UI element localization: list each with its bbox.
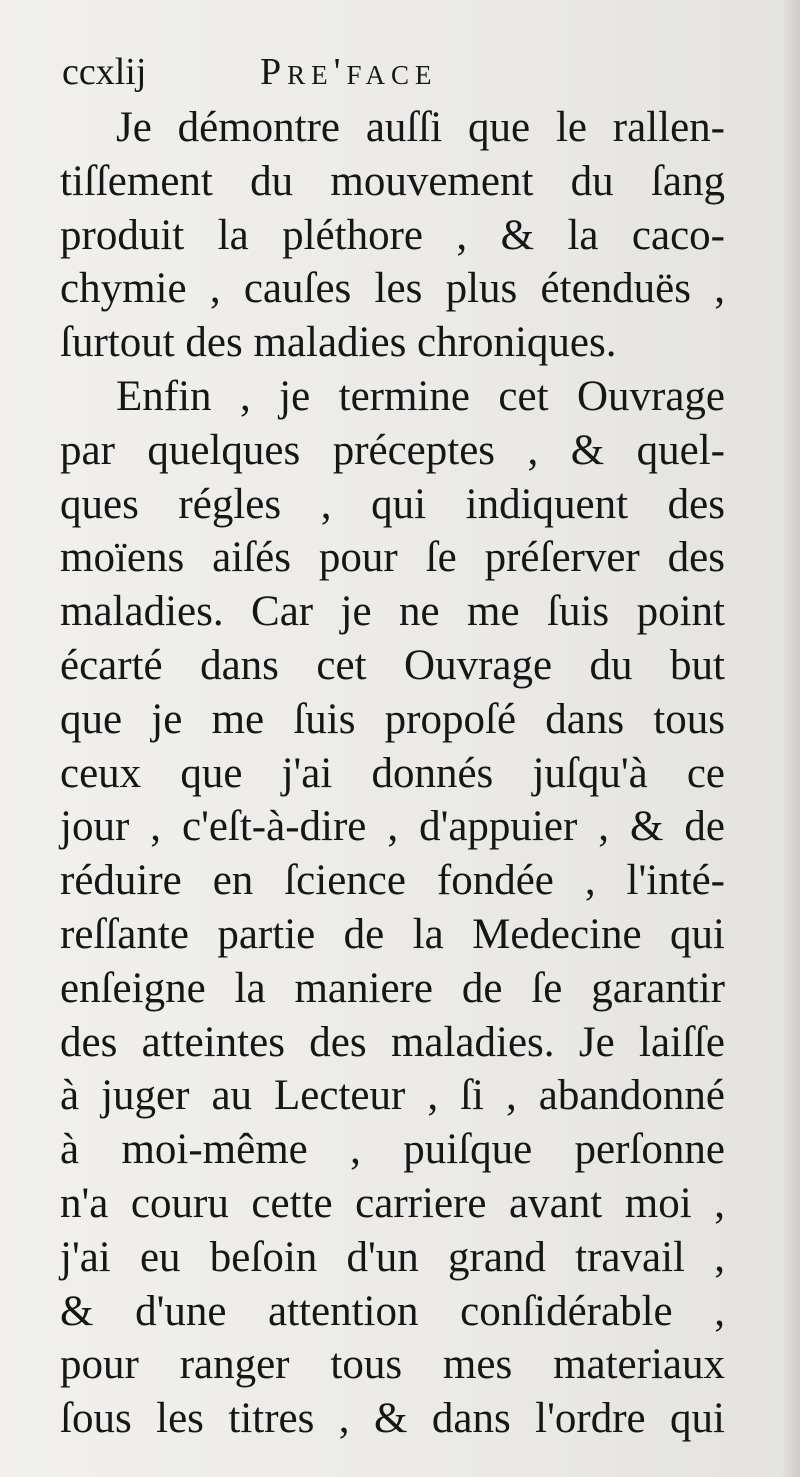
text-line: enſeigne la maniere de ſe garantir bbox=[60, 964, 725, 1012]
text-line: Je démontre auſſi que le rallen- bbox=[116, 104, 725, 151]
text-line: réduire en ſcience fondée , l'inté- bbox=[60, 857, 725, 905]
text-line: ques régles , qui indiquent des bbox=[60, 480, 725, 528]
text-line: Enfin , je termine cet Ouvrage bbox=[116, 372, 725, 420]
text-line: jour , c'eſt-à-dire , d'appuier , & de bbox=[60, 803, 725, 851]
text-line: des atteintes des maladies. Je laiſſe bbox=[60, 1018, 725, 1066]
text-line: ſurtout des maladies chroniques. bbox=[60, 319, 617, 367]
page-header bbox=[62, 48, 742, 96]
text-line: chymie , cauſes les plus étenduës , bbox=[60, 265, 725, 313]
text-line: maladies. Car je ne me ſuis point bbox=[60, 588, 725, 636]
text-line: ſous les titres , & dans l'ordre qui bbox=[60, 1395, 725, 1443]
text-line: que je me ſuis propoſé dans tous bbox=[60, 695, 725, 743]
running-head: Pre'face bbox=[260, 51, 438, 93]
text-line: n'a couru cette carriere avant moi , bbox=[60, 1179, 725, 1227]
text-line: & d'une attention conſidérable , bbox=[60, 1287, 725, 1335]
text-line: produit la pléthore , & la caco- bbox=[60, 211, 725, 259]
text-line: j'ai eu beſoin d'un grand travail , bbox=[60, 1233, 725, 1281]
text-line: tiſſement du mouvement du ſang bbox=[60, 157, 725, 205]
text-line: ceux que j'ai donnés juſqu'à ce bbox=[60, 749, 725, 797]
page-edge-shadow bbox=[782, 0, 800, 1477]
body-text bbox=[60, 101, 725, 1446]
text-line: à juger au Lecteur , ſi , abandonné bbox=[60, 1072, 725, 1120]
text-line: moïens aiſés pour ſe préſerver des bbox=[60, 534, 725, 582]
page-number: ccxlij bbox=[62, 51, 147, 93]
text-line: pour ranger tous mes materiaux bbox=[60, 1341, 725, 1389]
text-line: à moi-même , puiſque perſonne bbox=[60, 1126, 725, 1174]
text-line: écarté dans cet Ouvrage du but bbox=[60, 641, 725, 689]
text-line: par quelques préceptes , & quel- bbox=[60, 426, 725, 474]
text-line: reſſante partie de la Medecine qui bbox=[60, 910, 725, 958]
